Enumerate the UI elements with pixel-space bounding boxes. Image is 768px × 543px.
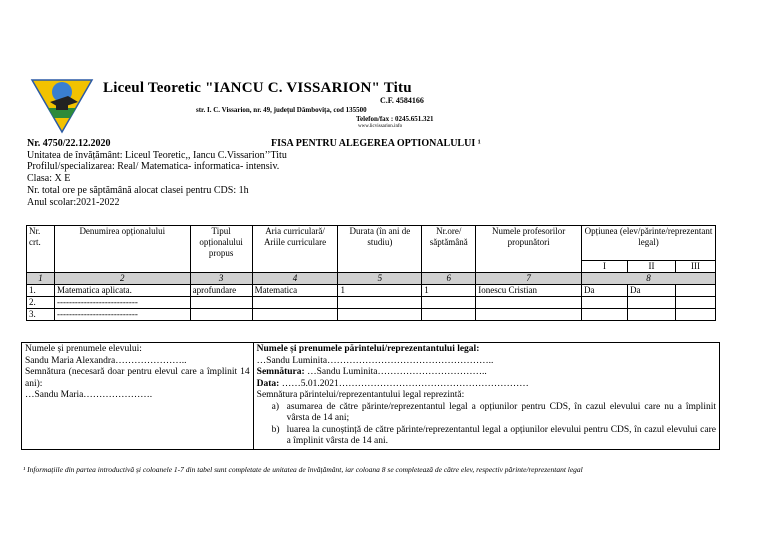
col-num: 1 [27,273,55,285]
date-label: Data: [256,378,280,389]
consent-item [271,401,716,425]
col-num: 8 [582,273,716,285]
document-title: FISA PENTRU ALEGEREA OPTIONALULUI ¹ [271,138,481,149]
cell-option-2[interactable]: Da [628,285,676,297]
cell-option-1[interactable] [582,297,628,309]
cell-area [252,309,338,321]
cell-type [190,297,252,309]
col-header-hours: Nr.ore/ săptămână [422,226,476,273]
info-profile: Profilul/specializarea: Real/ Matematica- informatica- intensiv. [27,161,280,172]
parent-signature[interactable]: …Sandu Luminita…………………………….. [304,367,487,377]
student-label: Numele și prenumele elevului: [25,344,142,354]
parent-label: Numele și prenumele părintelui/reprezentantului legal: [256,344,480,354]
cell-name: --------------------------- [54,309,190,321]
signature-table [21,342,720,450]
column-number-row [27,273,716,285]
school-name: Liceul Teoretic "IANCU C. VISSARION" Titu [103,80,412,96]
col-num: 3 [190,273,252,285]
cell-teacher [476,309,582,321]
options-table [26,225,716,321]
cell-duration [338,309,422,321]
cell-type [190,309,252,321]
consent-list [257,402,716,448]
col-num: 2 [54,273,190,285]
cell-option-3[interactable] [675,285,715,297]
col-num: 6 [422,273,476,285]
col-header-teachers: Numele profesorilor propunători [476,226,582,273]
parent-section [253,343,719,450]
cell-hours [422,297,476,309]
table-row [27,285,716,297]
cell-teacher [476,297,582,309]
info-class: Clasa: X E [27,173,71,184]
consent-mark: a) [271,401,280,412]
cell-type: aprofundare [190,285,252,297]
cell-hours [422,309,476,321]
student-signature-label: Semnătura (necesară doar pentru elevul care a împlinit 14 ani): [25,367,250,389]
cell-area: Matematica [252,285,338,297]
document-number: Nr. 4750/22.12.2020 [27,138,111,149]
consent-text-a: asumarea de către părinte/reprezentantul legal a opțiunilor pentru CDS, în cazul elevului care nu a împlinit vârsta de 14 ani; [286,401,716,423]
cell-area [252,297,338,309]
col-header-name: Denumirea opționalului [54,226,190,273]
cell-hours: 1 [422,285,476,297]
col-num: 4 [252,273,338,285]
student-name[interactable]: Sandu Maria Alexandra………………….. [25,355,187,366]
col-num: 7 [476,273,582,285]
cell-name: --------------------------- [54,297,190,309]
school-logo [30,78,94,134]
info-year: Anul scolar:2021-2022 [27,197,120,208]
col-num: 5 [338,273,422,285]
info-unit: Unitatea de învățământ: Liceul Teoretic,, Iancu C.Vissarion’’Titu [27,150,287,161]
parent-name[interactable]: …Sandu Luminita…………………………………………….. [256,355,494,366]
info-hours: Nr. total ore pe săptămână alocat clasei pentru CDS: 1h [27,185,249,196]
col-header-duration: Durata (în ani de studiu) [338,226,422,273]
school-address: str. I. C. Vissarion, nr. 49, județul Dâmbovița, cod 135500 [196,106,367,114]
consent-item [271,424,716,448]
footnote: ¹ Informațiile din partea introductivă și coloanele 1-7 din tabel sunt completate de unitatea de învățământ, iar coloana 8 se completează de către elev, respectiv părinte/reprezentant legal [23,465,583,474]
cell-nr: 1. [27,285,55,297]
cell-name: Matematica aplicata. [54,285,190,297]
cell-option-3[interactable] [675,297,715,309]
cell-nr: 3. [27,309,55,321]
cell-duration [338,297,422,309]
cell-option-1[interactable]: Da [582,285,628,297]
cell-teacher: Ionescu Cristian [476,285,582,297]
student-signature[interactable]: …Sandu Maria…………………. [25,390,153,400]
fiscal-code: C.F. 4584166 [380,96,424,105]
consent-text-b: luarea la cunoștință de către părinte/reprezentantul legal a opțiunilor elevului pentru CDS, în cazul elevului care a împlinit vârsta de 14 ani. [286,424,716,446]
col-header-nr: Nr. crt. [27,226,55,273]
col-header-type: Tipul opționalului propus [190,226,252,273]
table-row [27,297,716,309]
option-sub-3: III [675,261,715,273]
school-website: www.licvissarion.info [358,124,403,129]
cell-option-3[interactable] [675,309,715,321]
cell-duration: 1 [338,285,422,297]
student-section [22,343,254,450]
date-value[interactable]: ……5.01.2021…………………………………………………… [279,378,529,389]
option-sub-1: I [582,261,628,273]
cell-option-2[interactable] [628,297,676,309]
consent-mark: b) [271,424,280,435]
school-phone: Telefon/fax : 0245.651.321 [356,115,434,123]
parent-signature-label: Semnătura: [256,367,305,377]
cell-option-2[interactable] [628,309,676,321]
cell-nr: 2. [27,297,55,309]
option-sub-2: II [628,261,676,273]
col-header-area: Aria curriculară/ Ariile curriculare [252,226,338,273]
table-row [27,309,716,321]
cell-option-1[interactable] [582,309,628,321]
col-header-option: Opțiunea (elev/părinte/reprezentant legal) [582,226,716,261]
consent-text: Semnătura părintelui/reprezentantului legal reprezintă: [256,390,465,400]
